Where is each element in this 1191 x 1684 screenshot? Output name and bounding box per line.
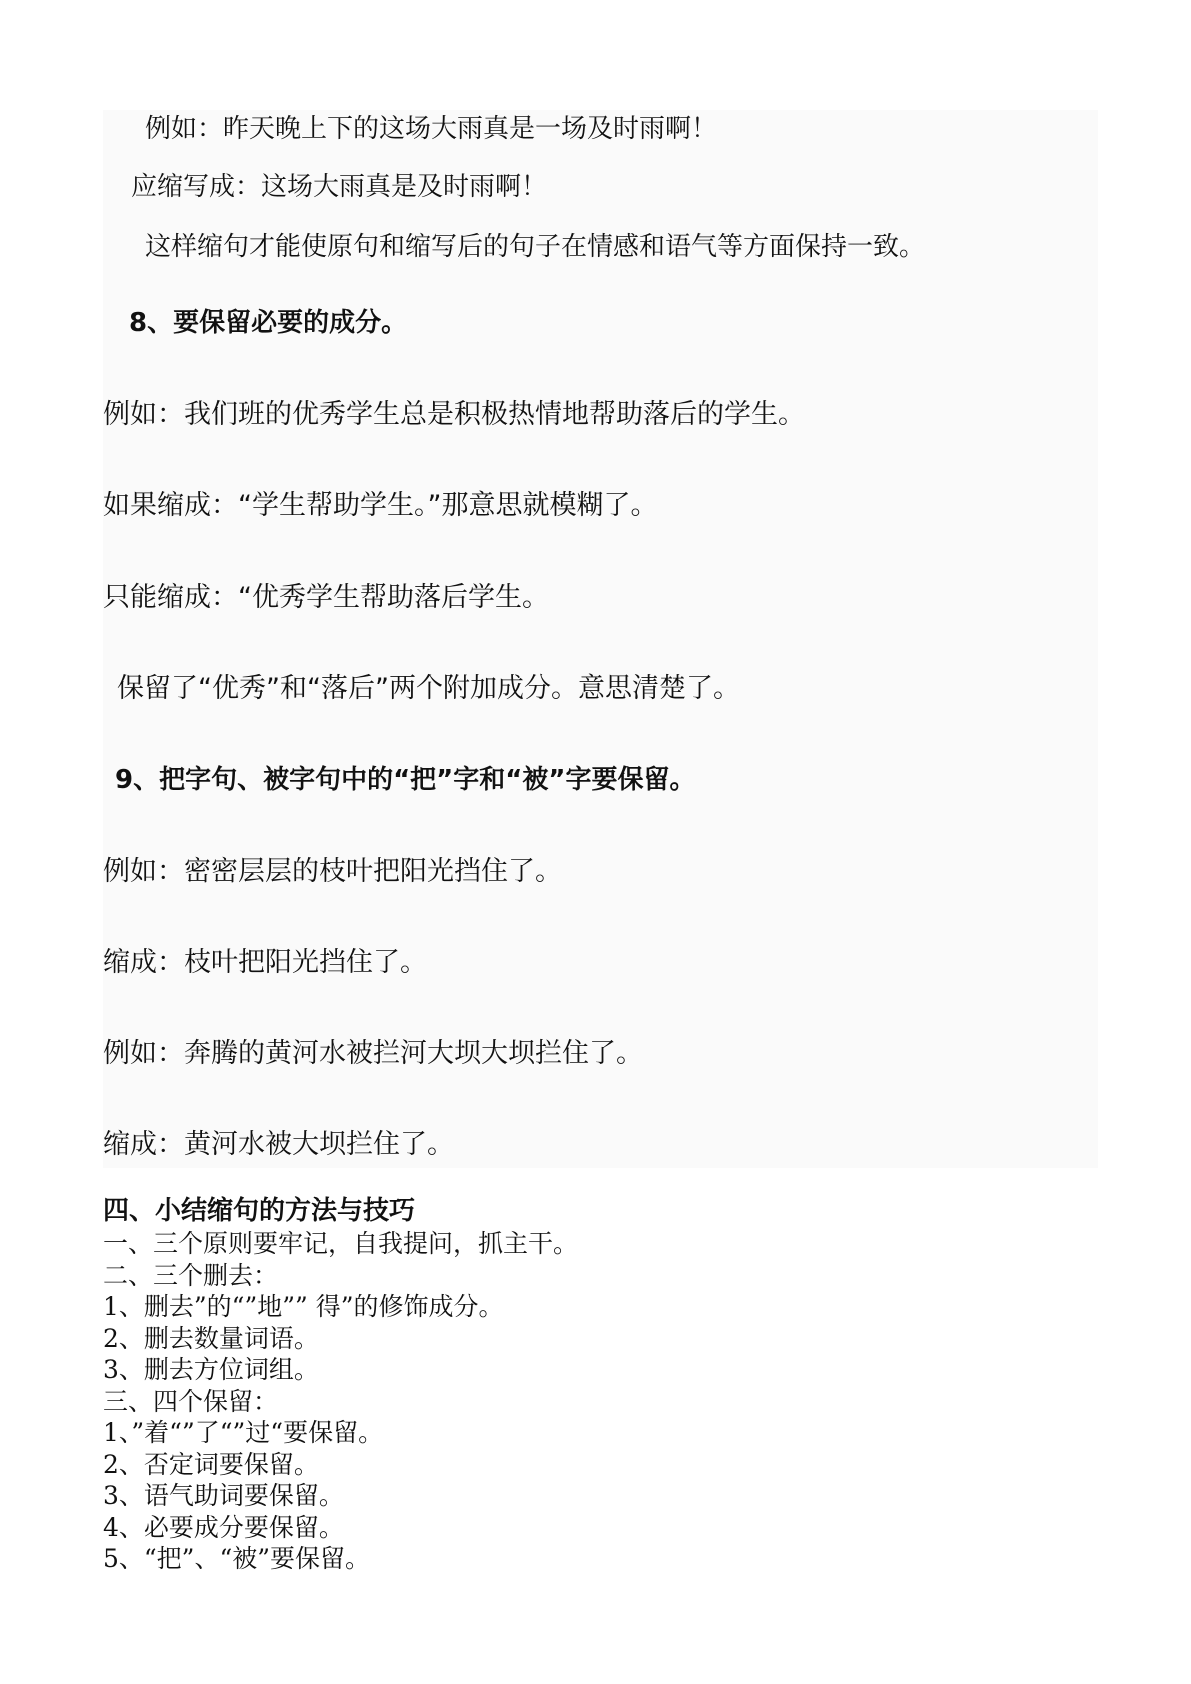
summary-item: 1、”着“”了“”过“要保留。 [103, 1418, 384, 1447]
content-panel [103, 110, 1098, 1168]
summary-item: 3、语气助词要保留。 [103, 1481, 344, 1510]
rule-9-result-2: 缩成：黄河水被大坝拦住了。 [103, 1129, 454, 1160]
summary-item: 2、删去数量词语。 [103, 1323, 319, 1353]
summary-section [103, 1195, 578, 1575]
rule-9-result-1: 缩成：枝叶把阳光挡住了。 [103, 947, 427, 978]
explanation: 这样缩句才能使原句和缩写后的句子在情感和语气等方面保持一致。 [145, 232, 926, 262]
example-sentence: 例如：昨天晚上下的这场大雨真是一场及时雨啊！ [145, 114, 718, 144]
rule-8-note: 保留了“优秀”和“落后”两个附加成分。意思清楚了。 [117, 673, 740, 704]
summary-item: 二、三个删去： [103, 1260, 279, 1290]
rule-9-example-2: 例如：奔腾的黄河水被拦河大坝大坝拦住了。 [103, 1038, 643, 1069]
rule-9-heading: 9、把字句、被字句中的“把”字和“被”字要保留。 [115, 765, 696, 795]
summary-item: 5、“把”、“被”要保留。 [103, 1544, 371, 1573]
rule-8-wrong: 如果缩成：“学生帮助学生。”那意思就模糊了。 [103, 490, 658, 521]
summary-item: 三、四个保留： [103, 1386, 279, 1416]
rule-9-example-1: 例如：密密层层的枝叶把阳光挡住了。 [103, 856, 562, 887]
summary-item: 4、必要成分要保留。 [103, 1512, 344, 1542]
summary-item: 3、删去方位词组。 [103, 1355, 319, 1384]
summary-item: 1、删去”的“”地”” 得”的修饰成分。 [103, 1292, 504, 1321]
summary-title: 四、小结缩句的方法与技巧 [103, 1196, 416, 1226]
rule-8-example: 例如：我们班的优秀学生总是积极热情地帮助落后的学生。 [103, 399, 805, 430]
rule-8-heading: 8、要保留必要的成分。 [129, 308, 408, 338]
condensed-result: 应缩写成：这场大雨真是及时雨啊！ [131, 172, 548, 202]
summary-item: 2、否定词要保留。 [103, 1449, 319, 1479]
rule-8-right: 只能缩成：“优秀学生帮助落后学生。 [103, 582, 549, 613]
summary-item: 一、三个原则要牢记，自我提问，抓主干。 [103, 1229, 579, 1258]
